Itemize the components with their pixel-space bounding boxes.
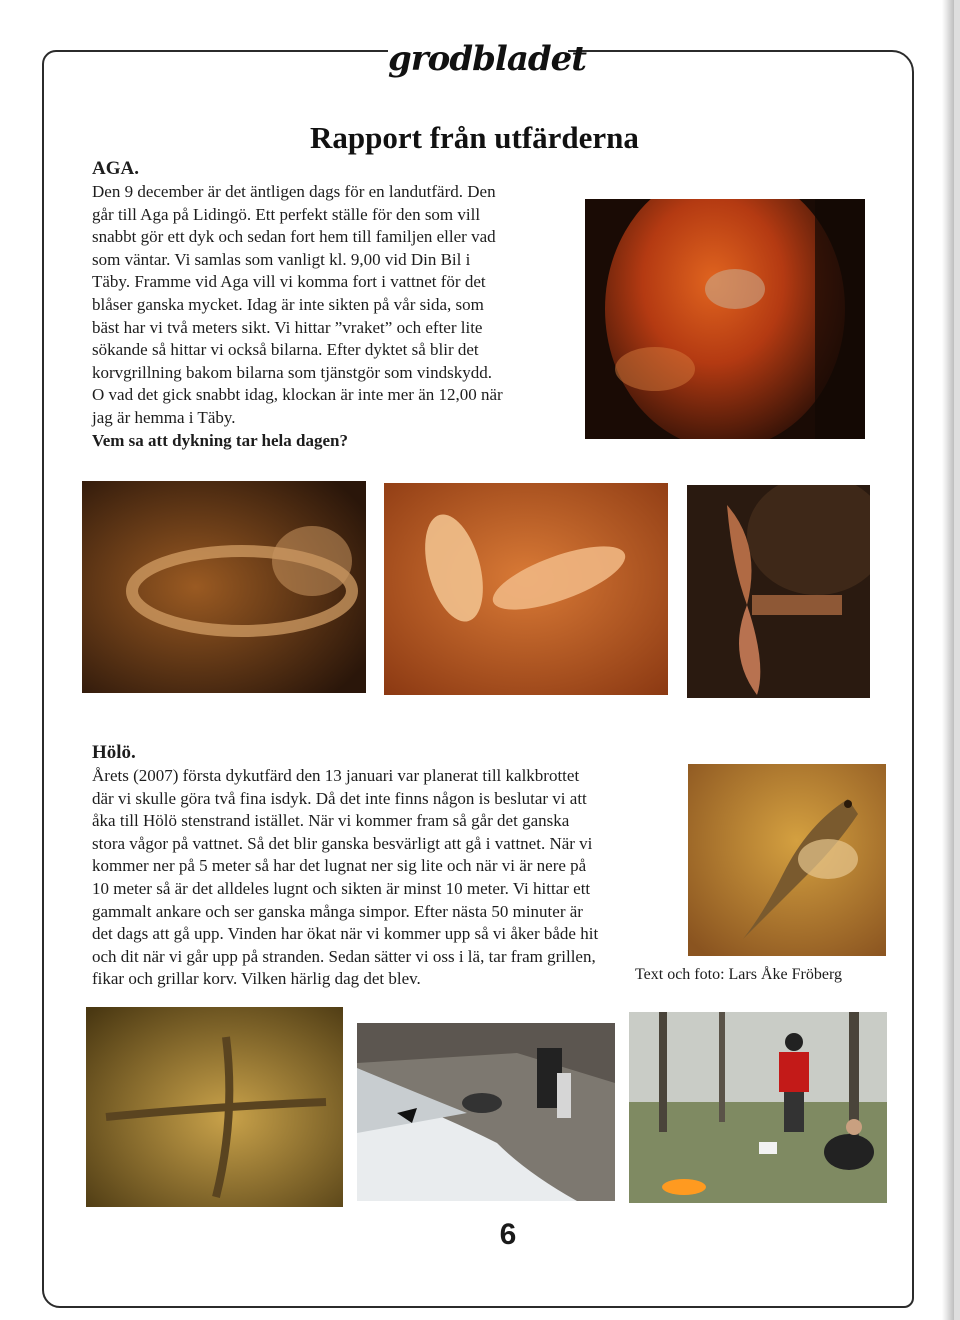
photo-anchor: [86, 1007, 343, 1207]
page-edge-shadow: [942, 0, 954, 1320]
aga-line: bäst har vi två meters sikt. Vi hittar ”vraket” och efter lite: [92, 317, 483, 337]
aga-line: snabbt gör ett dyk och sedan fort hem till familjen eller vad: [92, 227, 496, 247]
holo-section: [92, 741, 692, 991]
photo-campfire: [629, 1012, 887, 1203]
page-number: 6: [499, 1218, 517, 1251]
holo-line: fikar och grillar korv. Vilken härlig dag det blev.: [92, 969, 421, 989]
holo-line: 10 meter så är det alldeles lugnt och sikten är minst 10 meter. Vi hittar ett: [92, 878, 591, 898]
page-title: Rapport från utfärderna: [310, 120, 639, 155]
holo-line: åka till Hölö stenstrand istället. När vi kommer fram så går det ganska: [92, 811, 570, 831]
holo-line: Årets (2007) första dykutfärd den 13 januari var planerat till kalkbrottet: [92, 766, 580, 785]
holo-heading: Hölö.: [92, 742, 136, 763]
photo-sculpin: [688, 764, 886, 956]
holo-line: kommer ner på 5 meter så har det lugnat ner sig lite och när vi är nere på: [92, 856, 587, 876]
aga-line: Täby. Framme vid Aga vill vi komma fort i vattnet för det: [92, 272, 486, 292]
holo-line: stora vågor på vattnet. Så det blir ganska besvärligt att gå i vattnet. När vi: [92, 833, 593, 853]
aga-line: jag är hemma i Täby.: [92, 407, 236, 427]
aga-line: O vad det gick snabbt idag, klockan är inte mer än 12,00 när: [92, 385, 503, 405]
photo-diver-shore: [357, 1023, 615, 1201]
aga-line: korvgrillning bakom bilarna som tjänstgör som vindskydd.: [92, 362, 492, 382]
aga-section: [92, 157, 582, 452]
photo-isopods: [384, 483, 668, 695]
aga-line: sökande så hittar vi också bilarna. Efter dyktet så blir det: [92, 340, 479, 360]
aga-line: går till Aga på Lidingö. Ett perfekt ställe för den som vill: [92, 204, 481, 224]
holo-line: och dit när vi går upp på stranden. Sedan sätter vi oss i lä, tar fram grillen,: [92, 946, 596, 966]
aga-heading: AGA.: [92, 158, 139, 179]
newsletter-logo: grodbladet: [388, 34, 568, 84]
aga-line: blåser ganska mycket. Idag är inte sikten på vår sida, som: [92, 294, 484, 314]
photo-credit: Text och foto: Lars Åke Fröberg: [635, 966, 842, 983]
holo-line: där vi skulle göra två fina isdyk. Då det inte finns någon is beslutar vi att: [92, 788, 587, 808]
aga-closing: Vem sa att dykning tar hela dagen?: [92, 430, 348, 450]
photo-propeller: [687, 485, 870, 698]
photo-wreck-coil: [82, 481, 366, 693]
holo-line: det dags att gå upp. Vinden har ökat när vi kommer upp så vi åker både hit: [92, 924, 599, 944]
aga-line: Den 9 december är det äntligen dags för en landutfärd. Den: [92, 182, 496, 201]
holo-line: gammalt ankare och ser ganska många simpor. Efter nästa 50 minuter är: [92, 901, 583, 921]
aga-line: som väntar. Vi samlas som vanligt kl. 9,00 vid Din Bil i: [92, 249, 471, 269]
page-edge: [954, 0, 960, 1320]
photo-wreck-hull: [585, 199, 865, 439]
